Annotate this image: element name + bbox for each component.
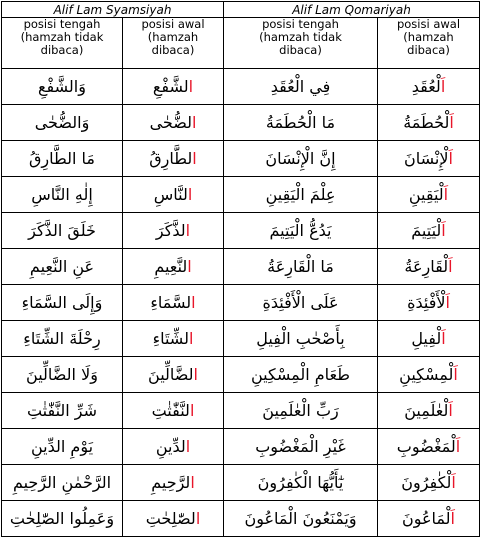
qomariyah-tengah-cell: إِنَّ الْإِنْسَانَ: [224, 141, 378, 177]
syamsiyah-awal-cell: [123, 501, 224, 537]
table-row: [2, 249, 480, 285]
word-remainder: لْكٰفِرُونَ: [401, 472, 452, 492]
alif-lam-highlight: اَ: [448, 400, 453, 420]
word-remainder: لضُّحٰى: [149, 112, 192, 132]
table-row: [2, 213, 480, 249]
qomariyah-tengah-cell: رَبِّ الْعٰلَمِينَ: [224, 393, 378, 429]
qomariyah-awal-cell: [378, 249, 480, 285]
qomariyah-awal-cell: [378, 69, 480, 105]
table-row: [2, 357, 480, 393]
qomariyah-tengah-cell: مَا الْحُطَمَةُ: [224, 105, 378, 141]
qomariyah-tengah-cell: فِي الْعُقَدِ: [224, 69, 378, 105]
word-remainder: لنَّاسِ: [153, 184, 188, 204]
syamsiyah-awal-cell: [123, 429, 224, 465]
table-row: [2, 393, 480, 429]
syamsiyah-awal-cell: [123, 393, 224, 429]
table-row: [2, 177, 480, 213]
alif-lam-highlight: اَ: [441, 220, 446, 240]
alif-lam-highlight: ا: [189, 400, 195, 420]
alif-lam-highlight: ا: [193, 364, 198, 384]
alif-lam-highlight: اَ: [450, 508, 455, 528]
alif-lam-highlight: ا: [191, 112, 197, 132]
syamsiyah-tengah-cell: وَالضُّحٰى: [2, 105, 123, 141]
alif-lam-highlight: ا: [187, 184, 193, 204]
alif-lam-highlight: ا: [185, 436, 191, 456]
alif-lam-highlight: ا: [187, 256, 192, 276]
header-qomariyah-posisi-tengah: posisi tengah (hamzah tidak dibaca): [224, 18, 378, 69]
word-remainder: لْمَغْضُوبِ: [396, 436, 456, 456]
word-remainder: لشِّتَاءِ: [152, 328, 189, 348]
example-rows: [2, 69, 480, 537]
word-remainder: لْمَاعُونَ: [401, 508, 451, 528]
table-row: [2, 141, 480, 177]
syamsiyah-tengah-cell: وَالشَّفْعِ: [2, 69, 123, 105]
syamsiyah-awal-cell: [123, 321, 224, 357]
header-alif-lam-syamsiyah: Alif Lam Syamsiyah: [2, 2, 224, 18]
syamsiyah-tengah-cell: شَرِّ النَّفّٰثٰتِ: [2, 393, 123, 429]
qomariyah-tengah-cell: يَدُعُّ الْيَتِيمَ: [224, 213, 378, 249]
qomariyah-awal-cell: [378, 285, 480, 321]
table-row: [2, 69, 480, 105]
alif-lam-highlight: اَ: [441, 328, 446, 348]
syamsiyah-tengah-cell: وَإِلَى السَّمَاءِ: [2, 285, 123, 321]
qomariyah-tengah-cell: بِأَصْحٰبِ الْفِيلِ: [224, 321, 378, 357]
table-row: [2, 105, 480, 141]
word-remainder: لْعٰلَمِينَ: [404, 400, 449, 420]
qomariyah-tengah-cell: عِلْمَ الْيَقِينِ: [224, 177, 378, 213]
header-alif-lam-qomariyah: Alif Lam Qomariyah: [224, 2, 480, 18]
table-row: [2, 501, 480, 537]
alif-lam-highlight: اَ: [453, 364, 458, 384]
alif-lam-highlight: اَ: [440, 76, 446, 96]
syamsiyah-awal-cell: [123, 141, 224, 177]
word-remainder: لْحُطَمَةُ: [403, 112, 450, 132]
qomariyah-awal-cell: [378, 429, 480, 465]
syamsiyah-awal-cell: [123, 213, 224, 249]
syamsiyah-tengah-cell: وَعَمِلُوا الصّٰلِحٰتِ: [2, 501, 123, 537]
word-remainder: لْعُقَدِ: [411, 76, 441, 96]
alif-lam-highlight: ا: [185, 220, 191, 240]
word-remainder: لشَّفْعِ: [152, 76, 189, 96]
qomariyah-awal-cell: [378, 177, 480, 213]
word-remainder: لْأَفْئِدَةِ: [407, 292, 446, 312]
syamsiyah-awal-cell: [123, 465, 224, 501]
qomariyah-awal-cell: [378, 465, 480, 501]
word-remainder: لذَّكَرَ: [155, 220, 186, 240]
qomariyah-awal-cell: [378, 357, 480, 393]
table-row: [2, 429, 480, 465]
qomariyah-awal-cell: [378, 105, 480, 141]
alif-lam-highlight: اَ: [451, 472, 456, 492]
qomariyah-awal-cell: [378, 501, 480, 537]
alif-lam-highlight: ا: [190, 472, 195, 492]
word-remainder: لسَّمَاءِ: [150, 292, 192, 312]
qomariyah-tengah-cell: وَيَمْنَعُونَ الْمَاعُونَ: [224, 501, 378, 537]
word-remainder: لْيَتِيمَ: [411, 220, 442, 240]
syamsiyah-awal-cell: [123, 177, 224, 213]
alif-lam-highlight: اَ: [448, 256, 453, 276]
alif-lam-highlight: اَ: [455, 436, 461, 456]
header-syamsiyah-posisi-tengah: posisi tengah (hamzah tidak dibaca): [2, 18, 123, 69]
alif-lam-highlight: اَ: [445, 292, 450, 312]
word-remainder: لْيَقِينِ: [408, 184, 444, 204]
qomariyah-awal-cell: [378, 141, 480, 177]
alif-lam-highlight: ا: [188, 328, 194, 348]
syamsiyah-tengah-cell: الرَّحْمٰنِ الرَّحِيمِ: [2, 465, 123, 501]
word-remainder: لْإِنْسَانَ: [404, 148, 449, 168]
qomariyah-tengah-cell: عَلَى الْأَفْئِدَةِ: [224, 285, 378, 321]
qomariyah-awal-cell: [378, 393, 480, 429]
word-remainder: لنَّعِيمِ: [154, 256, 188, 276]
word-remainder: لْمِسْكِينِ: [399, 364, 454, 384]
alif-lam-highlight: ا: [192, 148, 197, 168]
qomariyah-awal-cell: [378, 321, 480, 357]
syamsiyah-tengah-cell: وَلَا الضَّالِّينَ: [2, 357, 123, 393]
table-row: [2, 321, 480, 357]
syamsiyah-awal-cell: [123, 249, 224, 285]
table-row: [2, 285, 480, 321]
syamsiyah-tengah-cell: رِحْلَةَ الشِّتَاءِ: [2, 321, 123, 357]
word-remainder: لصّٰلِحٰتِ: [145, 508, 196, 528]
word-remainder: لْفِيلِ: [411, 328, 442, 348]
word-remainder: لرَّحِيمِ: [151, 472, 191, 492]
syamsiyah-awal-cell: [123, 285, 224, 321]
alif-lam-highlight: اَ: [443, 184, 449, 204]
qomariyah-tengah-cell: مَا الْقَارِعَةُ: [224, 249, 378, 285]
word-remainder: لْقَارِعَةُ: [404, 256, 449, 276]
alif-lam-highlight: ا: [195, 508, 201, 528]
alif-lam-highlight: ا: [191, 292, 196, 312]
qomariyah-awal-cell: [378, 213, 480, 249]
alif-lam-highlight: اَ: [448, 148, 453, 168]
qomariyah-tengah-cell: غَيْرِ الْمَغْضُوبِ: [224, 429, 378, 465]
qomariyah-tengah-cell: يٰٓأَيُّهَا الْكٰفِرُونَ: [224, 465, 378, 501]
header-qomariyah-posisi-awal: posisi awal (hamzah dibaca): [378, 18, 480, 69]
word-remainder: لنَّفّٰثٰتِ: [151, 400, 190, 420]
syamsiyah-tengah-cell: يَوْمِ الدِّينِ: [2, 429, 123, 465]
word-remainder: لدِّينِ: [155, 436, 186, 456]
syamsiyah-tengah-cell: عَنِ النَّعِيمِ: [2, 249, 123, 285]
syamsiyah-awal-cell: [123, 69, 224, 105]
qomariyah-tengah-cell: طَعَامِ الْمِسْكِينِ: [224, 357, 378, 393]
syamsiyah-tengah-cell: خَلَقَ الذَّكَرَ: [2, 213, 123, 249]
syamsiyah-tengah-cell: مَا الطَّارِقُ: [2, 141, 123, 177]
table-row: [2, 465, 480, 501]
word-remainder: لطَّارِقُ: [149, 148, 193, 168]
syamsiyah-awal-cell: [123, 357, 224, 393]
syamsiyah-awal-cell: [123, 105, 224, 141]
word-remainder: لضَّالِّينَ: [148, 364, 194, 384]
alif-lam-highlight: ا: [188, 76, 194, 96]
alif-lam-highlight: اَ: [449, 112, 454, 132]
header-syamsiyah-posisi-awal: posisi awal (hamzah dibaca): [123, 18, 224, 69]
syamsiyah-tengah-cell: إِلٰهِ النَّاسِ: [2, 177, 123, 213]
alif-lam-table: [1, 1, 480, 537]
